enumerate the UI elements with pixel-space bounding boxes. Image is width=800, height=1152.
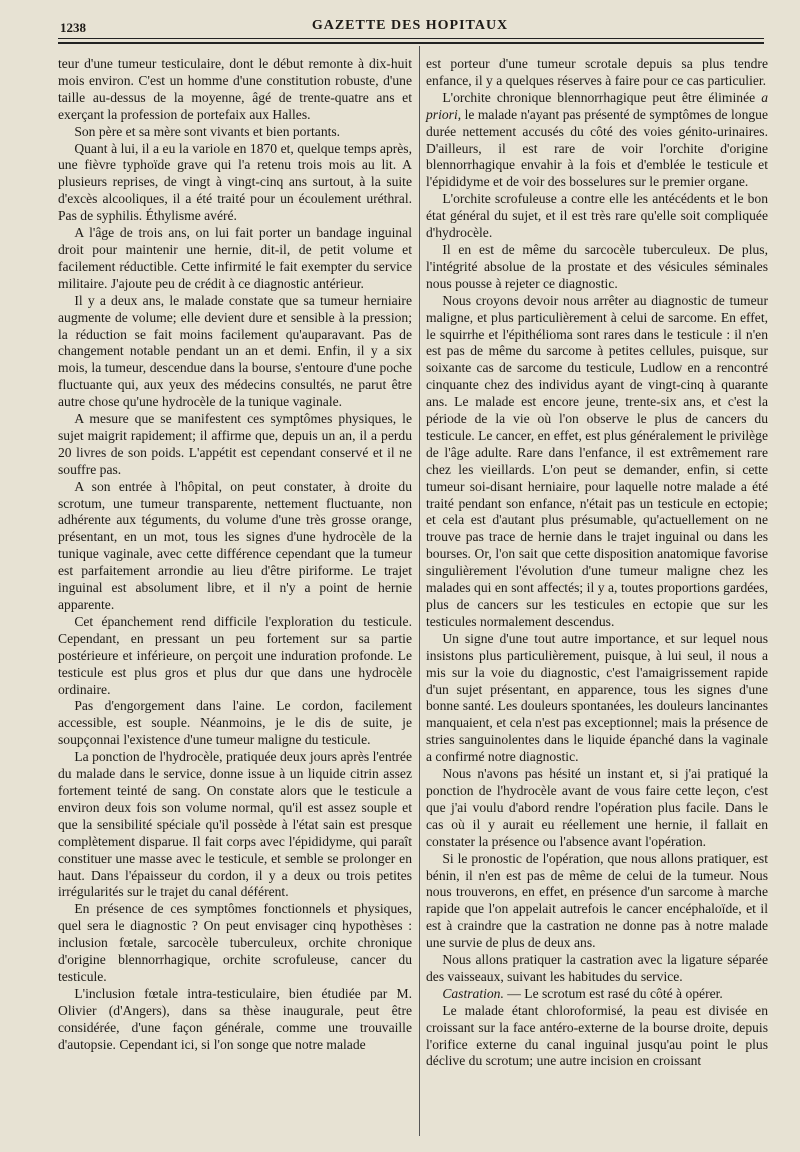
paragraph: Nous allons pratiquer la castration avec la ligature séparée des vaisseaux, suivant les habitudes du service. bbox=[426, 952, 768, 984]
paragraph: Cet épanchement rend difficile l'exploration du testicule. Cependant, en pressant un peu fortement sur sa partie postérieure et inférieure, on perçoit une induration profonde. Le testicule est plus gros et plus dur que dans une hydrocèle ordinaire. bbox=[58, 613, 412, 697]
paragraph: Nous n'avons pas hésité un instant et, si j'ai pratiqué la ponction de l'hydrocèle avant de vous faire cette leçon, c'est que j'ai voulu d'abord rendre l'opération plus facile. Dans le cas où il y aurait eu réellement une hernie, il fallait en constater la présence ou l'absence avant l'opération. bbox=[426, 766, 768, 849]
paragraph: teur d'une tumeur testiculaire, dont le début remonte à dix-huit mois environ. C'est un homme d'une constitution robuste, d'une taille au-dessus de la moyenne, âgé de trente-quatre ans et exerçant la profession de portefaix aux Halles. bbox=[58, 56, 412, 122]
paragraph: L'orchite chronique blennorrhagique peut être éliminée a priori, le malade n'ayant pas présenté de symptômes de longue durée nettement accusés du côté des voies génito-urinaires. D'ailleurs, il est rare de voir l'orchite d'origine blennorrhagique envahir à la fois et d'emblée le testicule et l'épididyme et de voir des bosselures sur le premier organe. bbox=[426, 89, 768, 190]
left-column bbox=[58, 56, 412, 1053]
paragraph: Pas d'engorgement dans l'aine. Le cordon, facilement accessible, est souple. Néanmoins, je le dis de suite, je soupçonnai l'existence d'une tumeur maligne du testicule. bbox=[58, 698, 412, 748]
paragraph: En présence de ces symptômes fonctionnels et physiques, quel sera le diagnostic ? On peut envisager cinq hypothèses : inclusion fœtale, sarcocèle tuberculeux, orchite chronique d'origine blennorrhagique, orchite scrofuleuse, cancer du testicule. bbox=[58, 901, 412, 984]
paragraph: Si le pronostic de l'opération, que nous allons pratiquer, est bénin, il n'en est pas de même de celui de la tumeur. Nous nous trouverons, en effet, en présence d'un sarcome à marche rapide que l'on appelait autrefois le cancer encéphaloïde, et il est à craindre que la castration ne donne pas à notre malade une survie de plus de deux ans. bbox=[426, 850, 768, 951]
paragraph: A mesure que se manifestent ces symptômes physiques, le sujet maigrit rapidement; il affirme que, depuis un an, il a perdu 20 livres de son poids. L'appétit est cependant conservé et il ne souffre pas. bbox=[58, 411, 412, 477]
header-rule bbox=[58, 38, 764, 39]
page-number: 1238 bbox=[60, 20, 86, 35]
page-header bbox=[50, 18, 770, 38]
paragraph: est porteur d'une tumeur scrotale depuis sa plus tendre enfance, il y a quelques réserves à faire pour ce cas particulier. bbox=[426, 56, 768, 88]
right-column bbox=[426, 56, 768, 1070]
paragraph: A son entrée à l'hôpital, on peut constater, à droite du scrotum, une tumeur transparente, nettement fluctuante, non adhérente aux téguments, du volume d'une très grosse orange, présentant, en un mot, tous les signes d'une hydrocèle de la tunique vaginale, avec cette différence cependant que la tumeur est parfaitement arrondie au lieu d'être piriforme. Le trajet inguinal est absolument libre, et il n'y a point de hernie apparente. bbox=[58, 478, 412, 612]
paragraph: Quant à lui, il a eu la variole en 1870 et, quelque temps après, une fièvre typhoïde grave qui l'a retenu trois mois au lit. A plusieurs reprises, de vingt à vingt-cinq ans surtout, à la suite d'excès alcooliques, il a été traité pour un écoulement uréthral. Pas de syphilis. Éthylisme avéré. bbox=[58, 140, 412, 224]
paragraph: Il y a deux ans, le malade constate que sa tumeur herniaire augmente de volume; elle devient dure et sensible à la pression; la réduction se fait moins facilement qu'auparavant. Pas de changement notable pendant un an et demi. Enfin, il y a six mois, la tumeur, descendue dans la bourse, s'entoure d'une poche fluctuante qui, aux yeux des médecins consultés, ne parut être autre chose qu'une hydrocèle de la tunique vaginale. bbox=[58, 292, 412, 410]
journal-title: GAZETTE DES HOPITAUX bbox=[311, 18, 509, 33]
paragraph: Castration. — Le scrotum est rasé du côté à opérer. bbox=[442, 985, 723, 1001]
paragraph: L'orchite scrofuleuse a contre elle les antécédents et le bon état général du sujet, et il est très rare qu'elle soit compliquée d'hydrocèle. bbox=[426, 191, 768, 241]
paragraph: Nous croyons devoir nous arrêter au diagnostic de tumeur maligne, et plus particulièrement à celui de sarcome. En effet, le squirrhe et l'épithélioma sont rares dans le testicule : il n'en est pas de même du sarcome à petites cellules, puisque, sur soixante cas de sarcome du testicule, Ludlow en a rencontré cinquante chez des individus ayant de vingt-cinq à quarante ans. Le malade est encore jeune, trente-six ans, et c'est la période de la vie où l'on observe le plus de cancers du testicule. Le cancer, en effet, est plus généralement le privilège de l'âge adulte. Rare dans l'enfance, il est extrêmement rare chez les vieillards. L'on peut se demander, enfin, si cette tumeur soi-disant herniaire, pour laquelle notre malade a été traité pendant son enfance, n'était pas un testicule en ectopie; et cela est d'autant plus présumable, qu'actuellement on ne trouve pas trace de hernie dans le trajet inguinal ou dans les bourses. Or, l'on sait que cette disposition anatomique favorise singulièrement l'évolution d'une tumeur maligne chez les malades qui en sont affectés; il y a, toutes proportions gardées, plus de cancers sur les testicules en ectopie que sur les testicules normalement descendus. bbox=[426, 292, 768, 629]
paragraph: A l'âge de trois ans, on lui fait porter un bandage inguinal droit pour maintenir une hernie, dit-il, de petit volume et facilement réductible. Cette infirmité le fait exempter du service militaire. J'ajoute peu de crédit à ce diagnostic antérieur. bbox=[58, 225, 412, 291]
paragraph: La ponction de l'hydrocèle, pratiquée deux jours après l'entrée du malade dans le service, donne issue à un liquide citrin assez fortement teinté de sang. On constate alors que le testicule a environ deux fois son volume normal, qu'il est assez souple et que la sensibilité spéciale qu'il possède à l'état sain est presque complètement disparue. Il fait corps avec l'épididyme, qui paraît constituer une masse avec le testicule, et semble se prolonger en haut. Dans l'épaisseur du cordon, il y a deux ou trois petites irrégularités sur le trajet du canal déférent. bbox=[58, 749, 412, 900]
header-rule-double bbox=[58, 42, 764, 44]
paragraph: Son père et sa mère sont vivants et bien portants. bbox=[74, 123, 341, 139]
paragraph: Il en est de même du sarcocèle tuberculeux. De plus, l'intégrité absolue de la prostate et des vésicules séminales nous pousse à rejeter ce diagnostic. bbox=[426, 241, 768, 291]
paragraph: L'inclusion fœtale intra-testiculaire, bien étudiée par M. Olivier (d'Angers), dans sa thèse inaugurale, peut être considérée, d'une façon générale, comme une trouvaille d'autopsie. Cependant ici, si l'on songe que notre malade bbox=[58, 985, 412, 1052]
column-divider bbox=[419, 46, 420, 1136]
paragraph: Un signe d'une tout autre importance, et sur lequel nous insistons plus particulièrement, puisque, à lui seul, il nous a mis sur la voie du diagnostic, c'est l'amaigrissement rapide d'un sujet présentant, en apparence, tous les signes d'une bonne santé. Les douleurs spontanées, les douleurs lancinantes manquaient, et cela n'est pas exceptionnel; mais la présence de stries sanguinolentes dans le liquide épanché dans la vaginale a confirmé notre diagnostic. bbox=[426, 630, 768, 765]
paragraph: Le malade étant chloroformisé, la peau est divisée en croissant sur la face antéro-externe de la bourse droite, depuis l'orifice externe du canal inguinal jusqu'au point le plus déclive du scrotum; une autre incision en croissant bbox=[426, 1002, 768, 1069]
